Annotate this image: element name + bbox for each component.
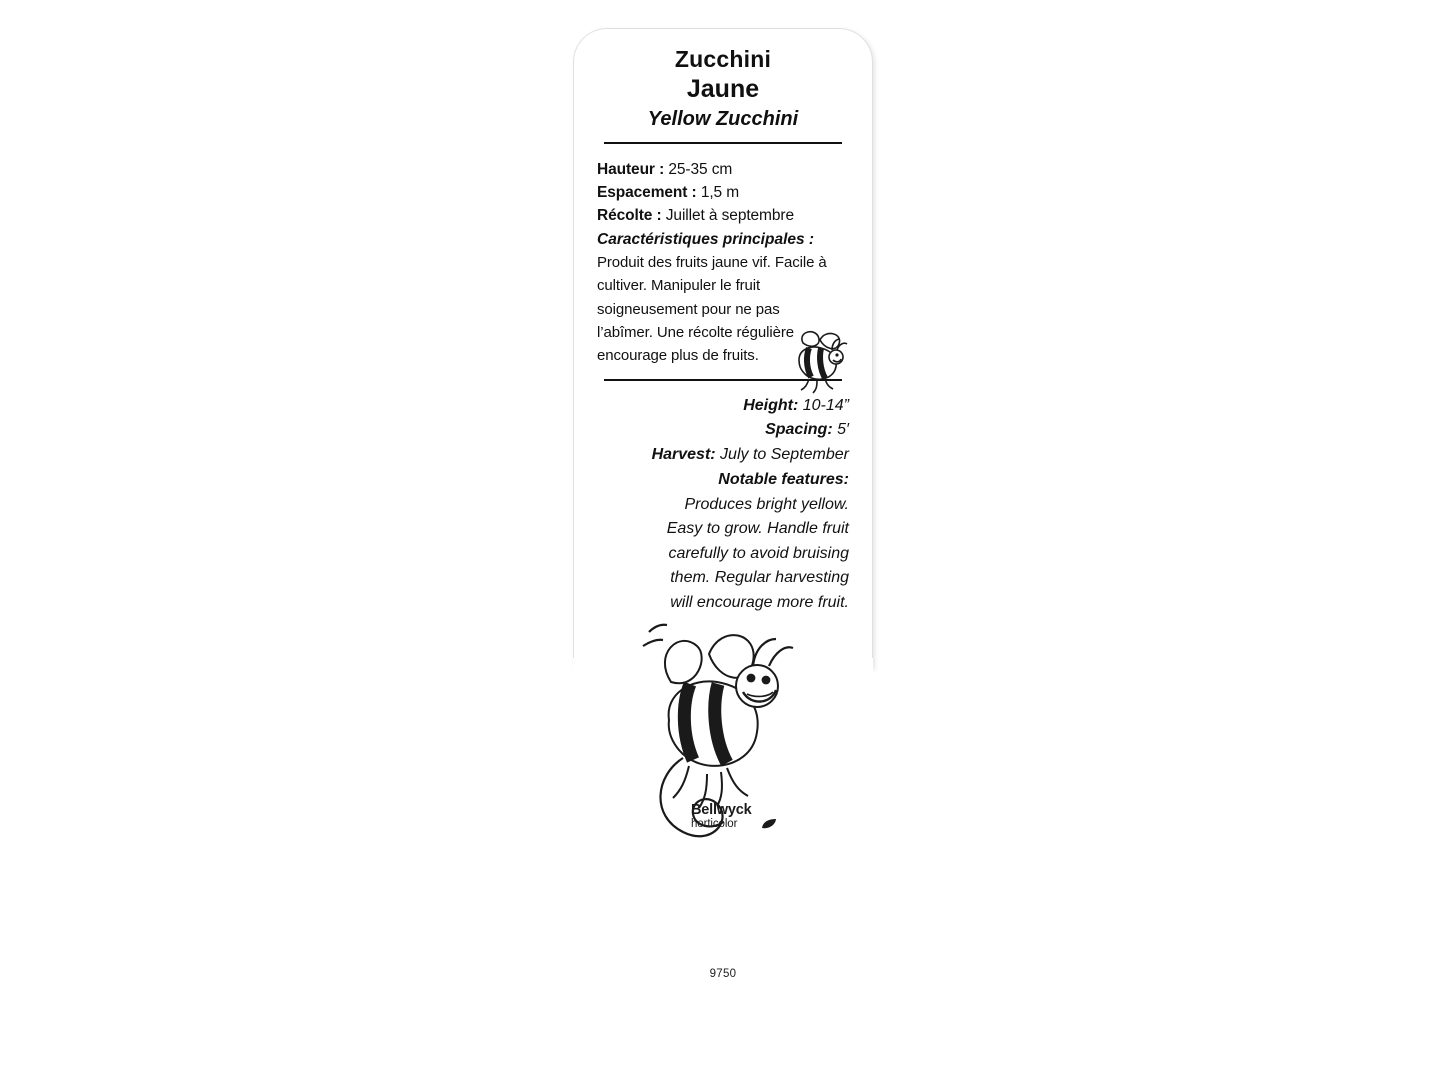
english-spacing-value: 5′ [837,421,849,439]
brand-name: Bellwyck [691,802,752,818]
brand-tagline: horticolor [691,817,738,830]
english-features-label: Notable features: [718,471,849,489]
french-spacing-value: 1,5 m [700,184,740,202]
french-info-block [573,159,873,368]
french-harvest-label: Récolte : [597,206,662,224]
label-content [573,28,873,1028]
english-height-value: 10-14” [802,396,849,414]
english-height-label: Height: [743,396,799,414]
english-harvest-row [599,443,849,467]
english-info-block [573,394,873,615]
crop-name: Zucchini [674,46,772,72]
french-height-value: 25-35 cm [668,161,733,179]
english-name: Yellow Zucchini [647,108,799,131]
english-harvest-value: July to September [720,445,849,463]
french-harvest-value: Juillet à septembre [665,206,794,224]
variety-name: Jaune [686,74,760,103]
english-spacing-row [599,418,849,442]
plant-label-card [573,28,873,1028]
french-features-label: Caractéristiques principales : [597,230,815,248]
french-harvest-row [597,205,847,228]
divider-top [604,142,842,144]
leaf-icon [761,818,777,830]
french-height-row [597,159,847,182]
english-harvest-label: Harvest: [651,445,716,463]
brand-logo [691,803,791,830]
english-height-row [599,394,849,418]
french-spacing-row [597,182,847,205]
french-height-label: Hauteur : [597,161,665,179]
french-spacing-label: Espacement : [597,184,697,202]
english-features-text: Produces bright yellow. Easy to grow. Handle fruit carefully to avoid bruising them. Regular harvesting will encourage more fruit. [666,495,849,611]
english-spacing-label: Spacing: [765,421,833,439]
title-group [573,28,873,131]
french-features-text: Produit des fruits jaune vif. Facile à cultiver. Manipuler le fruit soigneusement pour ne pas l’abîmer. Une récolte régulière encourage plus de fruits. [597,253,827,365]
bee-icon [773,327,857,395]
sku-code: 9750 [709,968,737,980]
